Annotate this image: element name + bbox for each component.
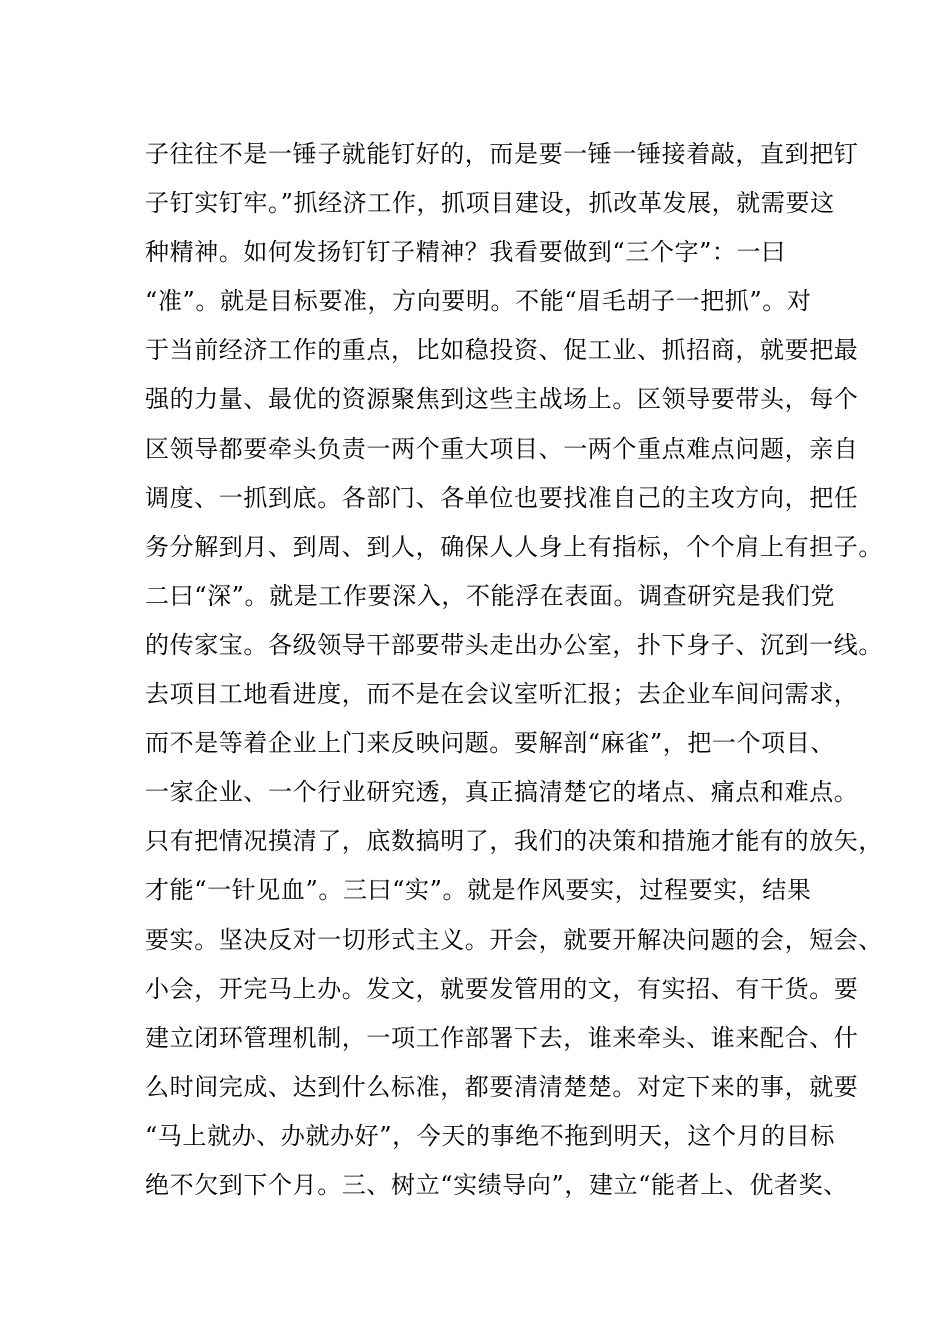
text-line: 小会，开完马上办。发文，就要发管用的文，有实招、有干货。要 (145, 974, 859, 1003)
text-line: 建立闭环管理机制，一项工作部署下去，谁来牵头、谁来配合、什 (145, 1023, 859, 1052)
text-line: 才能“一针见血”。三曰“实”。就是作风要实，过程要实，结果 (145, 876, 812, 905)
text-line: 么时间完成、达到什么标准，都要清清楚楚。对定下来的事，就要 (145, 1072, 859, 1101)
text-line: 而不是等着企业上门来反映问题。要解剖“麻雀”，把一个项目、 (145, 729, 835, 758)
text-line: 去项目工地看进度，而不是在会议室听汇报；去企业车间问需求， (145, 680, 859, 709)
text-line: 只有把情况摸清了，底数搞明了，我们的决策和措施才能有的放矢， (145, 827, 883, 856)
text-line: 务分解到月、到周、到人，确保人人身上有指标，个个肩上有担子。 (145, 532, 883, 561)
text-line: 二曰“深”。就是工作要深入，不能浮在表面。调查研究是我们党 (145, 581, 835, 610)
text-line: 要实。坚决反对一切形式主义。开会，就要开解决问题的会，短会、 (145, 925, 883, 954)
text-line: 区领导都要牵头负责一两个重大项目、一两个重点难点问题，亲自 (145, 434, 859, 463)
text-line: 种精神。如何发扬钉钉子精神？我看要做到“三个字”：一曰 (145, 238, 786, 267)
text-line: 一家企业、一个行业研究透，真正搞清楚它的堵点、痛点和难点。 (145, 778, 859, 807)
text-line: “准”。就是目标要准，方向要明。不能“眉毛胡子一把抓”。对 (145, 287, 812, 316)
text-line: 子往往不是一锤子就能钉好的，而是要一锤一锤接着敲，直到把钉 (145, 140, 859, 168)
text-line: 的传家宝。各级领导干部要带头走出办公室，扑下身子、沉到一线。 (145, 630, 883, 659)
text-line: 于当前经济工作的重点，比如稳投资、促工业、抓招商，就要把最 (145, 336, 859, 365)
text-line: 绝不欠到下个月。三、树立“实绩导向”，建立“能者上、优者奖、 (145, 1170, 848, 1199)
text-line: “马上就办、办就办好”，今天的事绝不拖到明天，这个月的目标 (145, 1121, 835, 1150)
body-text (145, 130, 883, 1210)
text-line: 调度、一抓到底。各部门、各单位也要找准自己的主攻方向，把任 (145, 483, 859, 512)
text-line: 强的力量、最优的资源聚焦到这些主战场上。区领导要带头，每个 (145, 385, 859, 414)
text-line: 子钉实钉牢。”抓经济工作，抓项目建设，抓改革发展，就需要这 (145, 189, 835, 218)
